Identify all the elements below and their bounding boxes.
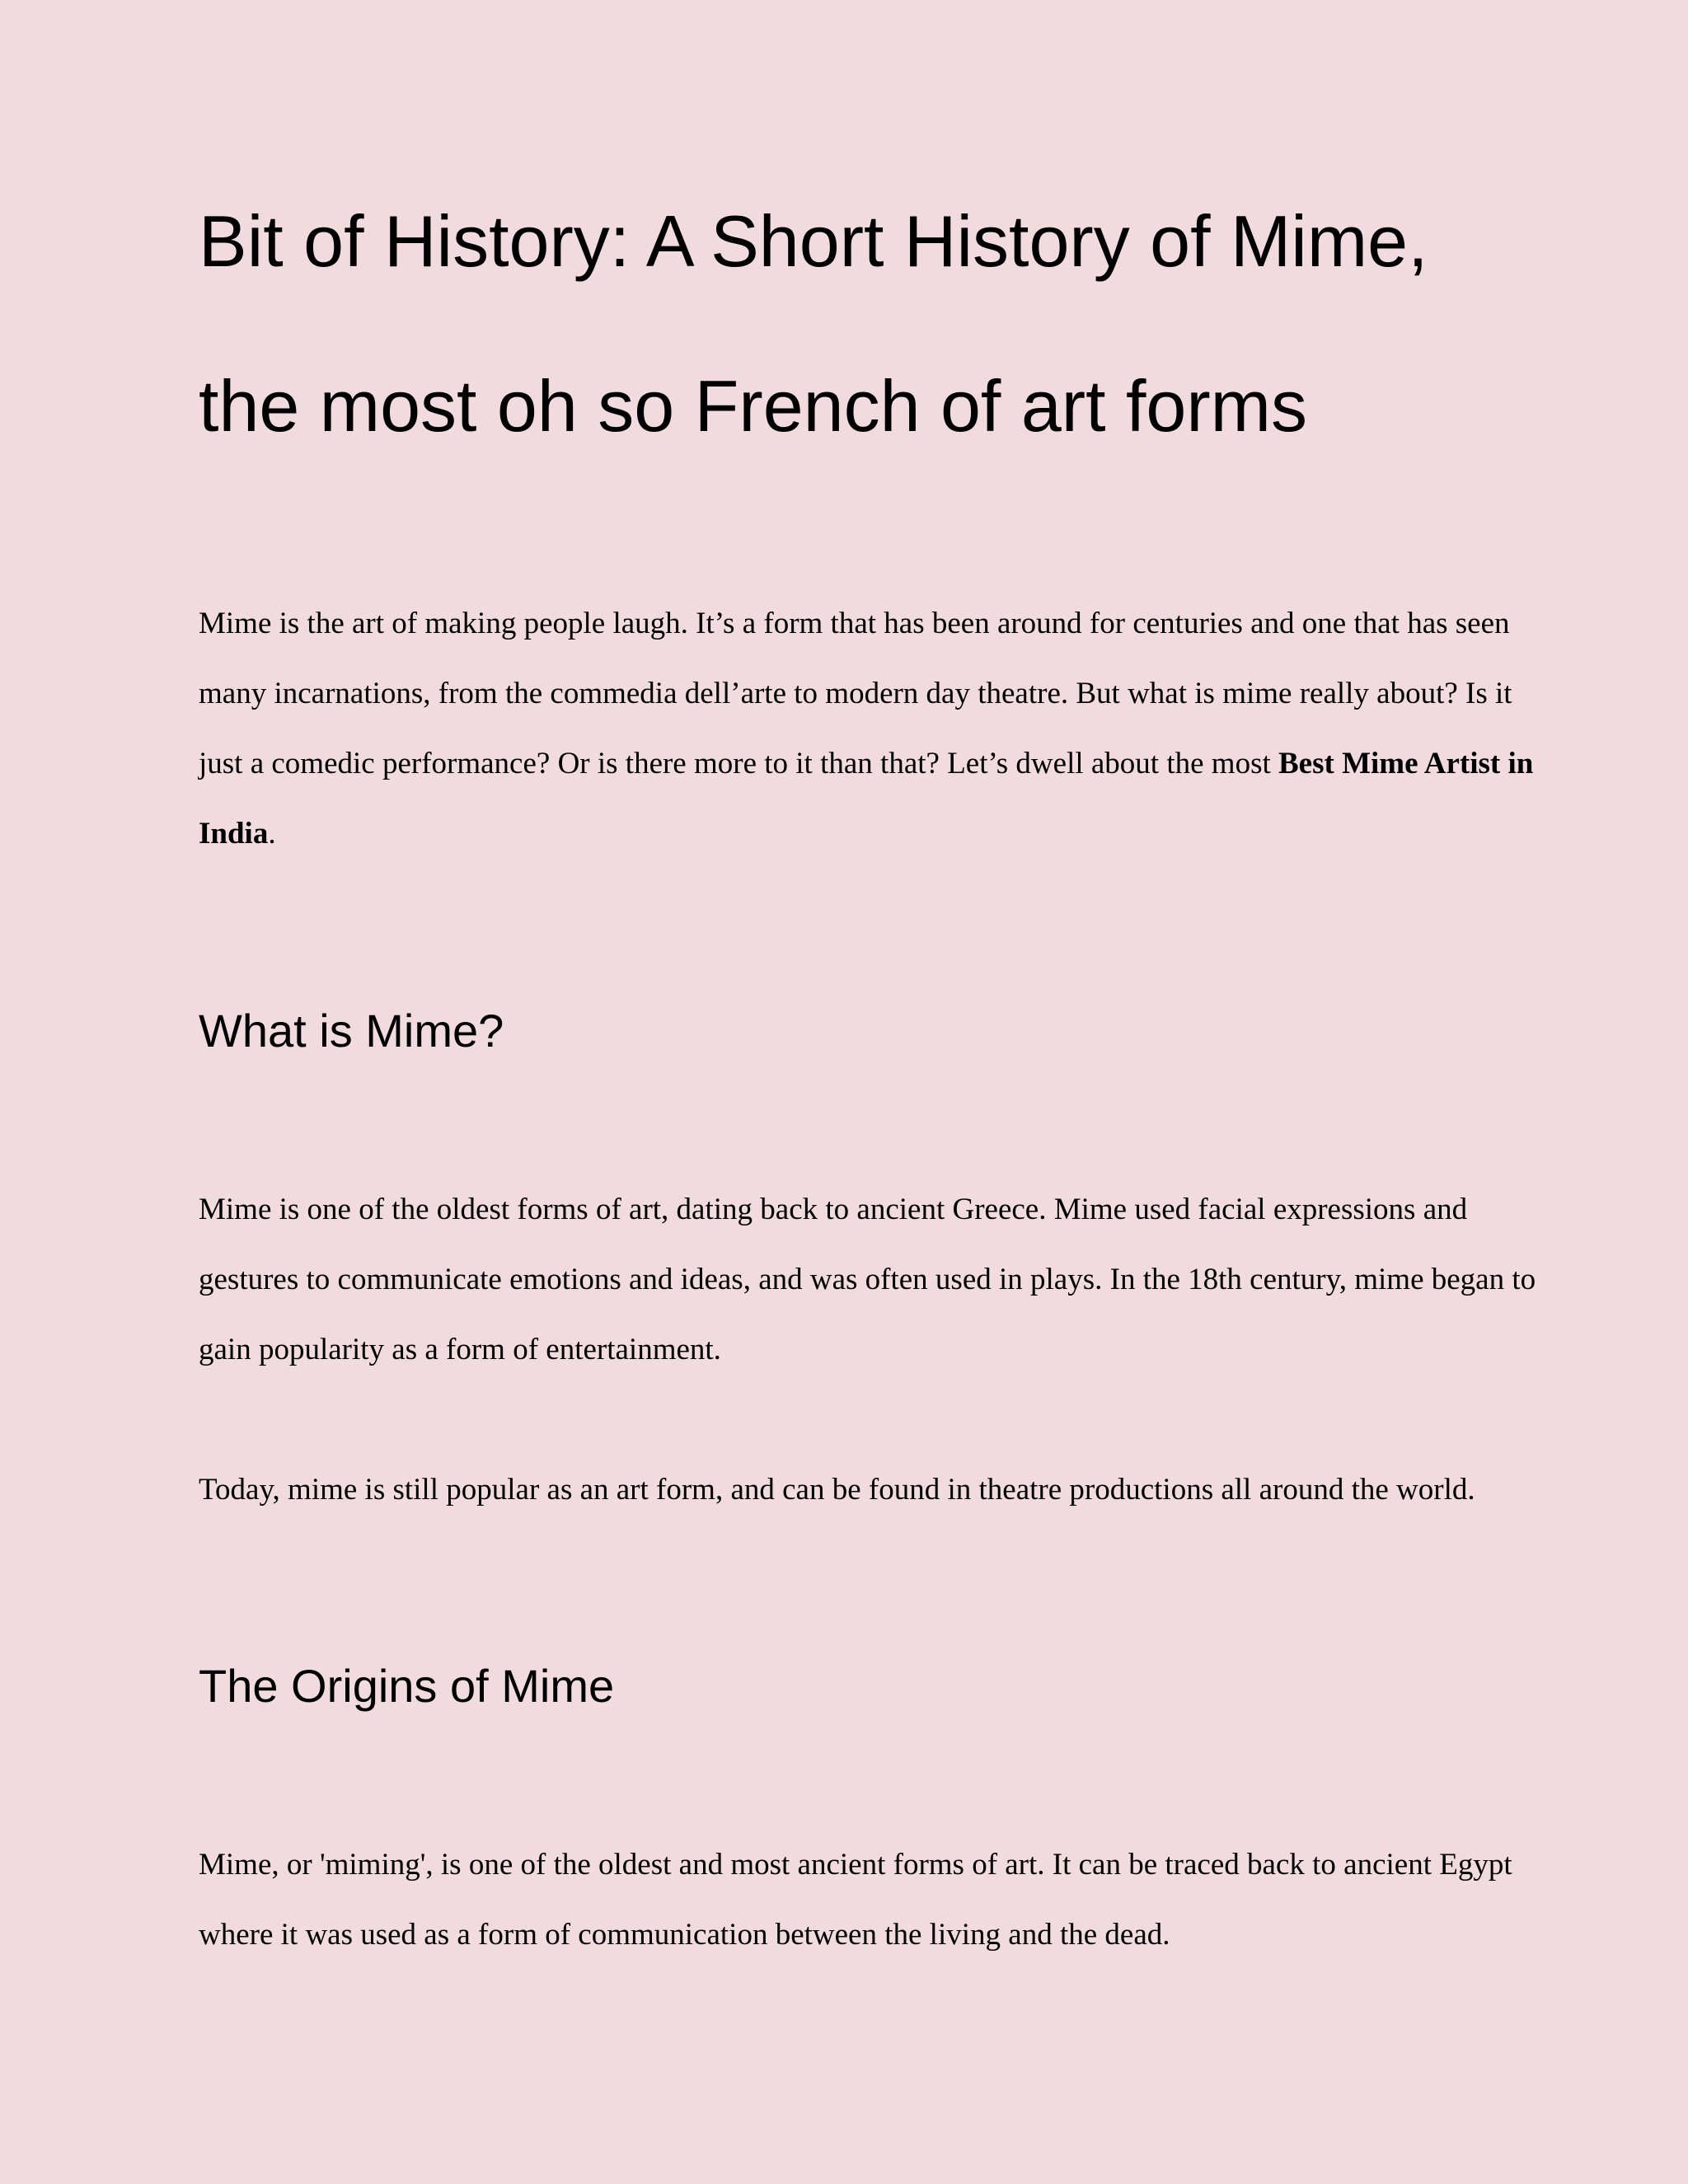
section1-paragraph-2: Today, mime is still popular as an art form, and can be found in theatre productions all around the world. (199, 1473, 1475, 1507)
section2-paragraph-1: Mime, or 'miming', is one of the oldest and most ancient forms of art. It can be traced back to ancient Egypt where it was used as a form of communication between the living and the dead. (199, 1848, 1512, 1952)
page-title-line-1: Bit of History: A Short History of Mime, (199, 200, 1428, 282)
section1-paragraph-1: Mime is one of the oldest forms of art, dating back to ancient Greece. Mime used facial expressions and gestures to communicate emotions and ideas, and was often used in plays. In the 18th century, mime began to gain popularity as a form of entertainment. (199, 1193, 1536, 1366)
section-heading-what-is-mime: What is Mime? (199, 1005, 504, 1057)
section-heading-origins-of-mime: The Origins of Mime (199, 1660, 615, 1712)
intro-paragraph (199, 588, 1550, 869)
intro-text: Mime is the art of making people laugh. It’s a form that has been around for centuries and one that has seen many incarnations, from the commedia dell’arte to modern day theatre. But what is mime really about? Is it just a comedic performance? Or is there more to it than that? Let’s dwell about the most (199, 607, 1512, 780)
intro-bold-keyword: Best Mime Artist in India (199, 747, 1534, 851)
intro-text-end: . (268, 817, 276, 851)
page-title-line-2: the most oh so French of art forms (199, 365, 1307, 447)
